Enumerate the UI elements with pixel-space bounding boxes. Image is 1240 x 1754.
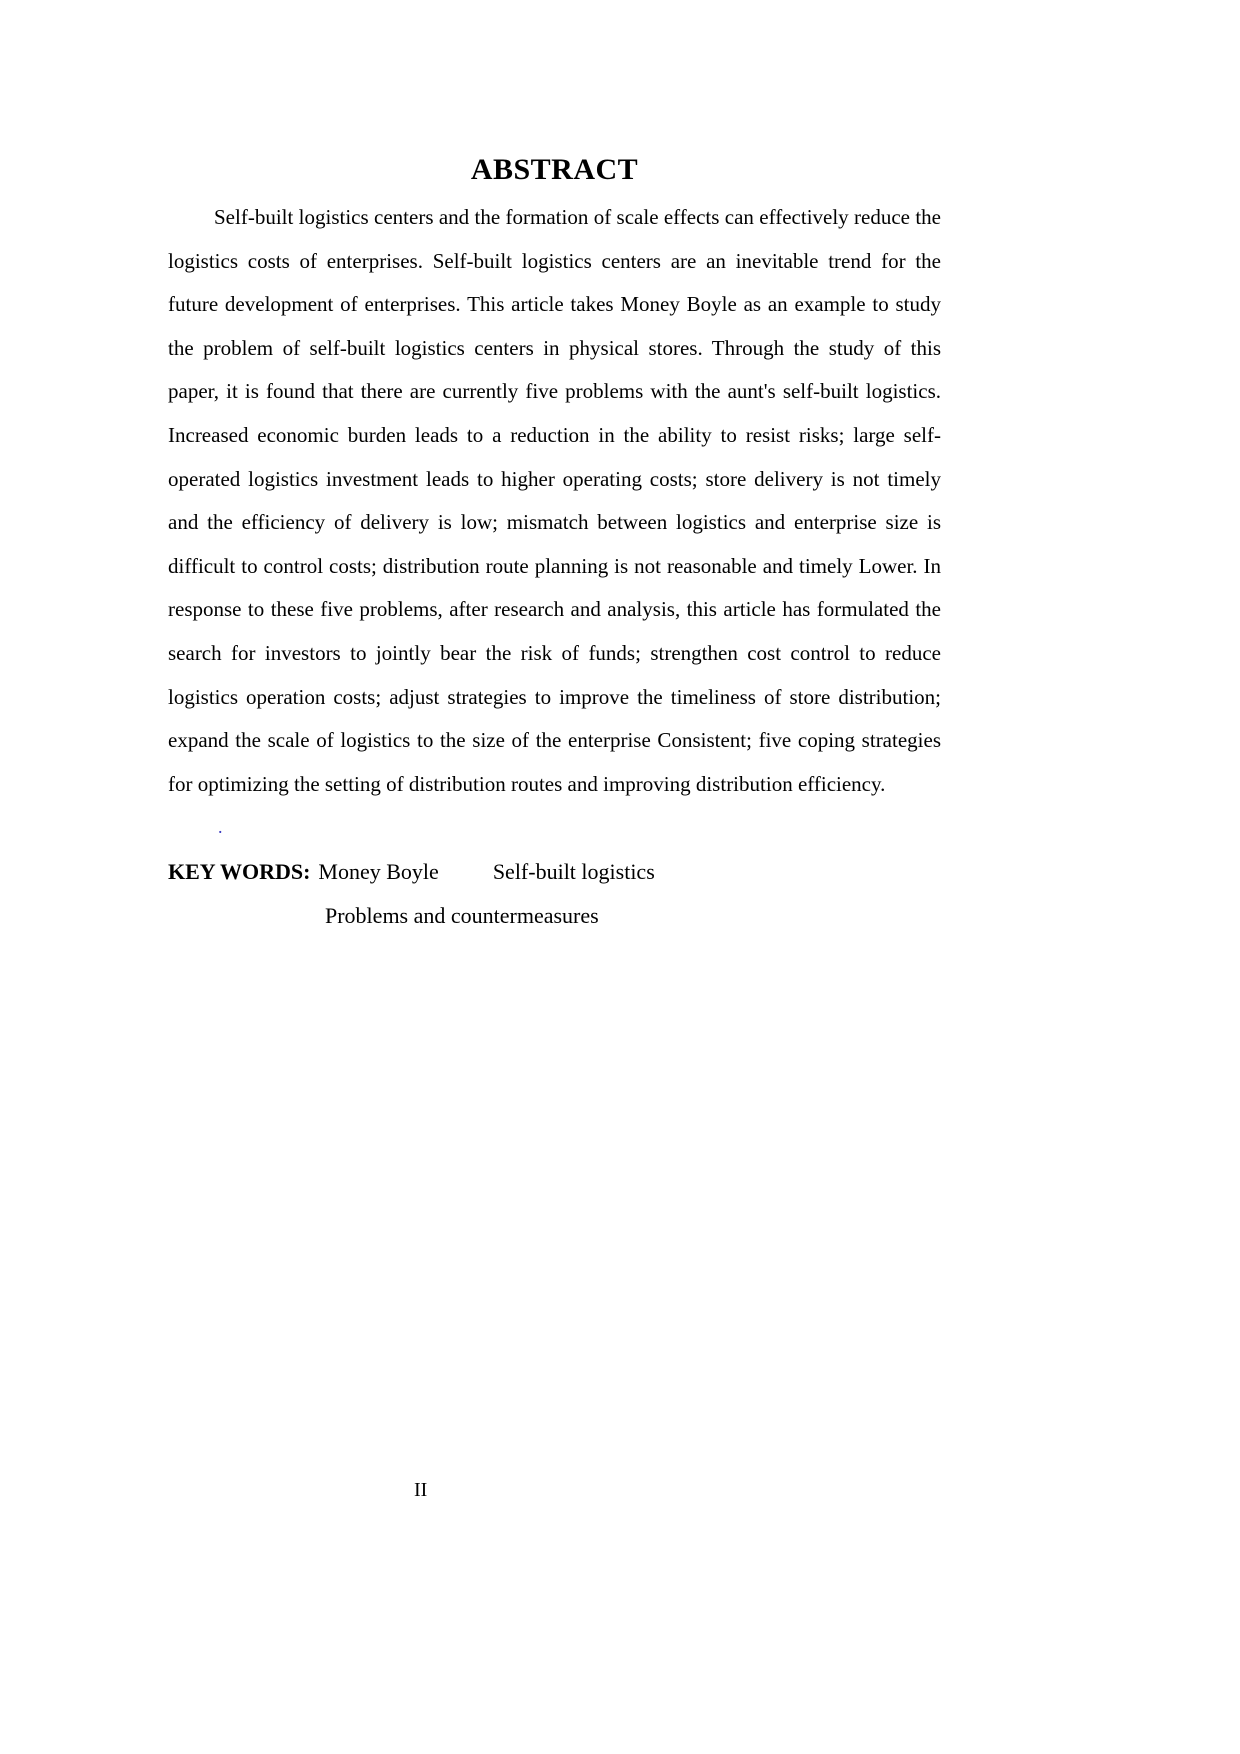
stray-period: . <box>218 817 223 838</box>
keyword-self-built-logistics: Self-built logistics <box>492 858 655 884</box>
keywords-line <box>168 850 941 894</box>
keywords-label: KEY WORDS: <box>168 858 311 884</box>
abstract-paragraph: Self-built logistics centers and the formation of scale effects can effectively reduce the logistics costs of enterprises. Self-built logistics centers are an inevitable trend for the future development of enterprises. This article takes Money Boyle as an example to study the problem of self-built logistics centers in physical stores. Through the study of this paper, it is found that there are currently five problems with the aunt's self-built logistics. Increased economic burden leads to a reduction in the ability to resist risks; large self-operated logistics investment leads to higher operating costs; store delivery is not timely and the efficiency of delivery is low; mismatch between logistics and enterprise size is difficult to control costs; distribution route planning is not reasonable and timely Lower. In response to these five problems, after research and analysis, this article has formulated the search for investors to jointly bear the risk of funds; strengthen cost control to reduce logistics operation costs; adjust strategies to improve the timeliness of store distribution; expand the scale of logistics to the size of the enterprise Consistent; five coping strategies for optimizing the setting of distribution routes and improving distribution efficiency. <box>168 205 941 796</box>
keyword-problems-countermeasures: Problems and countermeasures <box>325 902 599 928</box>
page-number: II <box>414 1479 428 1501</box>
keyword-money-boyle: Money Boyle <box>318 858 439 884</box>
abstract-title: ABSTRACT <box>470 153 639 186</box>
text-column <box>168 152 941 937</box>
